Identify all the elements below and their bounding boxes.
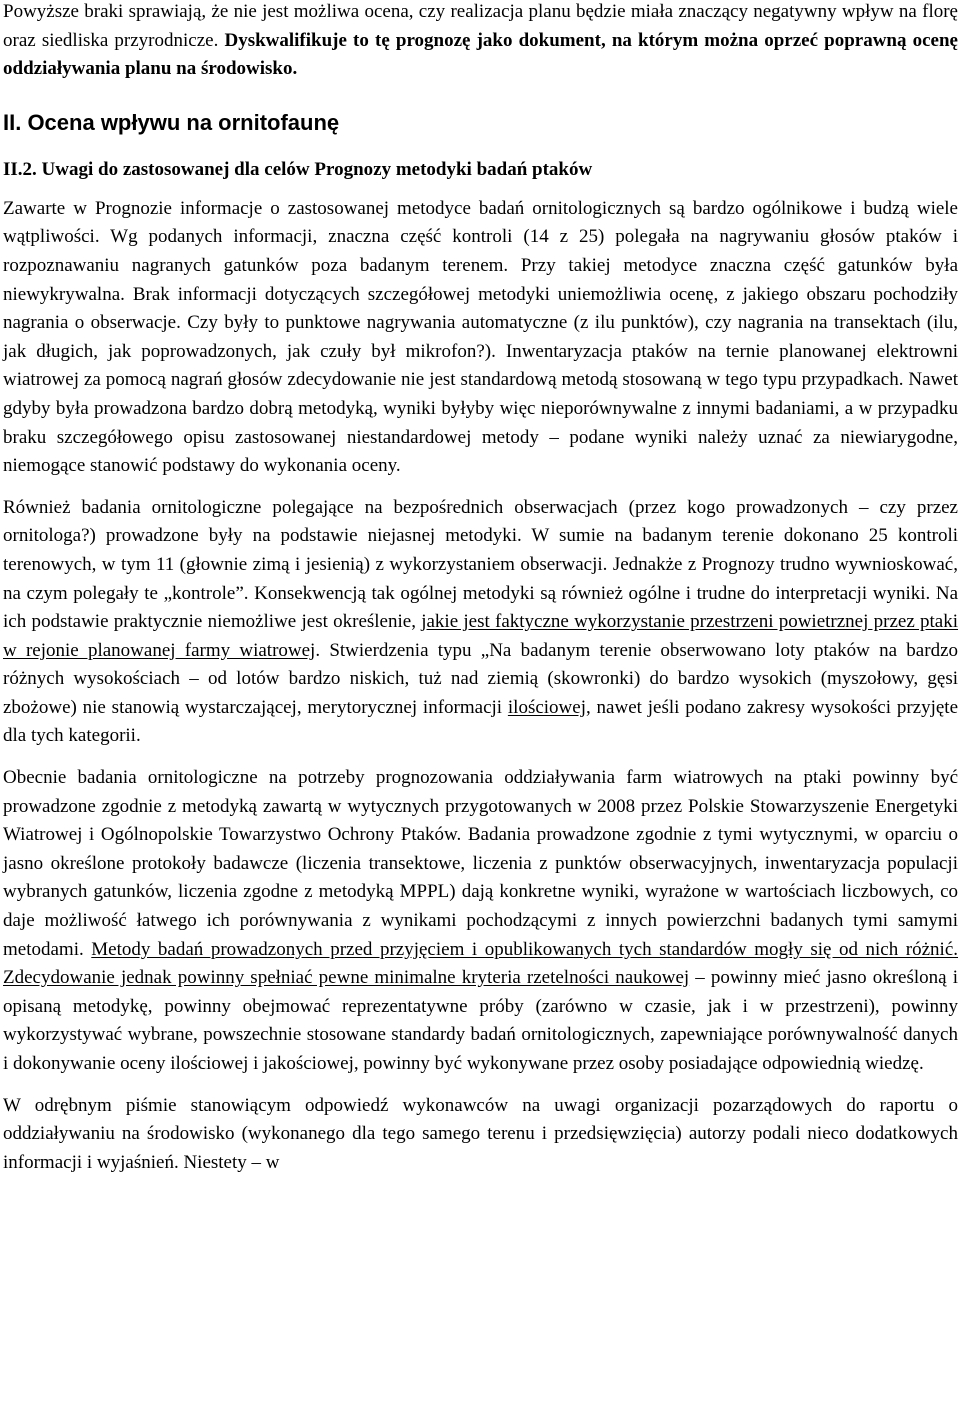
observations-text-c: , nawet jeśli podano zakresy wysokości przyjęte dla tych kategorii. xyxy=(3,696,958,747)
flora-conclusion-text: Powyższe braki sprawiają, że nie jest możliwa ocena, czy realizacja planu będzie miała znaczący negatywny wpływ na florę oraz siedliska przyrodnicze. xyxy=(3,1,958,51)
observations-text-b: . Stwierdzenia typu „Na badanym terenie obserwowano loty ptaków na bardzo różnych wysokościach – od lotów bardzo niskich, tuż nad ziemią (skowronki) do bardzo wysokich (myszołowy, gęsi zbożowe) nie stanowią wystarczającej, merytorycznej informacji xyxy=(3,639,958,718)
observations-underline-airspace: jakie jest faktyczne wykorzystanie przestrzeni powietrznej przez ptaki w rejonie planowanej farmy wiatrowej xyxy=(3,611,959,661)
standards-text-a: Obecnie badania ornitologiczne na potrzeby prognozowania oddziaływania farm wiatrowych na ptaki powinny być prowadzone zgodnie z metodyką zawartą w wytycznych przygotowanych w 2008 przez Polskie Stowarzyszenie Energetyki Wiatrowej i Ogólnopolskie Towarzystwo Ochrony Ptaków. Badania prowadzone zgodnie z tymi wytycznymi, w oparciu o jasno określone protokoły badawcze (liczenia transektowe, liczenia z punktów obserwacyjnych, inwentaryzacja populacji wybranych gatunków, liczenia zgodne z metodyką MPPL) dają konkretne wyniki, wyrażone w wartościach liczbowych, co daje możliwość łatwego ich porównywania z wynikami pochodzącymi z innych powierzchni badanych tymi samymi metodami. xyxy=(3,767,958,960)
paragraph-flora-conclusion xyxy=(3,0,958,84)
observations-text-a: Również badania ornitologiczne polegające na bezpośrednich obserwacjach (przez kogo prowadzonych – czy przez ornitologa?) prowadzone były na podstawie niejasnej metodyki. W sumie na badanym terenie dokonano 25 kontroli terenowych, w tym 11 (głownie zimą i jesienią) z wykorzystaniem obserwacji. Jednakże z Prognozy trudno wywnioskować, na czym polegały te „kontrole”. Konsekwencją tak ogólnej metodyki są również ogólne i trudne do interpretacji wyniki. Na ich podstawie praktycznie niemożliwe jest określenie, xyxy=(3,496,958,633)
observations-underline-quantitative: ilościowej xyxy=(507,696,586,718)
flora-conclusion-bold: Dyskwalifikuje to tę prognozę jako dokument, na którym można oprzeć poprawną ocenę oddziaływania planu na środowisko. xyxy=(3,29,958,80)
paragraph-current-standards xyxy=(3,764,958,1079)
standards-underline-criteria: Zdecydowanie jednak powinny spełniać pewne minimalne kryteria rzetelności naukowej xyxy=(3,967,690,989)
standards-underline-methods: Metody badań prowadzonych przed przyjęciem i opublikowanych tych standardów mogły się od nich różnić. xyxy=(91,938,959,960)
section-heading: II. Ocena wpływu na ornitofaunę xyxy=(3,109,340,135)
subsection-heading: II.2. Uwagi do zastosowanej dla celów Prognozy metodyki badań ptaków xyxy=(3,158,593,180)
standards-text-c: – powinny mieć jasno określoną i opisaną metodykę, powinny obejmować reprezentatywne próby (zarówno w czasie, jak i w przestrzeni), powinny wykorzystywać wybrane, powszechnie stosowane standardy badań ornitologicznych, zapewniające porównywalność danych i dokonywanie oceny ilościowej i jakościowej, powinny być wykonywane przez osoby posiadające odpowiednią wiedzę. xyxy=(3,967,958,1074)
paragraph-methodology-recordings: Zawarte w Prognozie informacje o zastosowanej metodyce badań ornitologicznych są bardzo ogólnikowe i budzą wiele wątpliwości. Wg podanych informacji, znaczna część kontroli (14 z 25) polegała na nagrywaniu głosów ptaków i rozpoznawaniu nagranych gatunków poza badanym terenem. Przy takiej metodyce znaczna część gatunków była niewykrywalna. Brak informacji dotyczących szczegółowej metodyki uniemożliwia ocenę, z jakiego obszaru pochodziły nagrania o obserwacje. Czy były to punktowe nagrywania automatyczne (z ilu punktów), czy nagrania na transektach (ilu, jak długich, jak poprowadzonych, jak czuły był mikrofon?). Inwentaryzacja ptaków na ternie planowanej elektrowni wiatrowej za pomocą nagrań głosów zdecydowanie nie jest standardową metodą stosowaną w tego typu przypadkach. Nawet gdyby była prowadzona bardzo dobrą metodyką, wyniki byłyby więc nieporównywalne z innymi badaniami, a w przypadku braku szczegółowego opisu zastosowanej niestandardowej metody – podane wyniki należy uznać za niewiarygodne, niemogące stanowić podstawy do wykonania oceny. xyxy=(3,197,958,477)
paragraph-direct-observations xyxy=(3,494,958,751)
paragraph-separate-letter: W odrębnym piśmie stanowiącym odpowiedź wykonawców na uwagi organizacji pozarządowych do raportu o oddziaływaniu na środowisko (wykonanego dla tego samego terenu i przedsięwzięcia) autorzy podali nieco dodatkowych informacji i wyjaśnień. Niestety – w xyxy=(3,1094,958,1173)
